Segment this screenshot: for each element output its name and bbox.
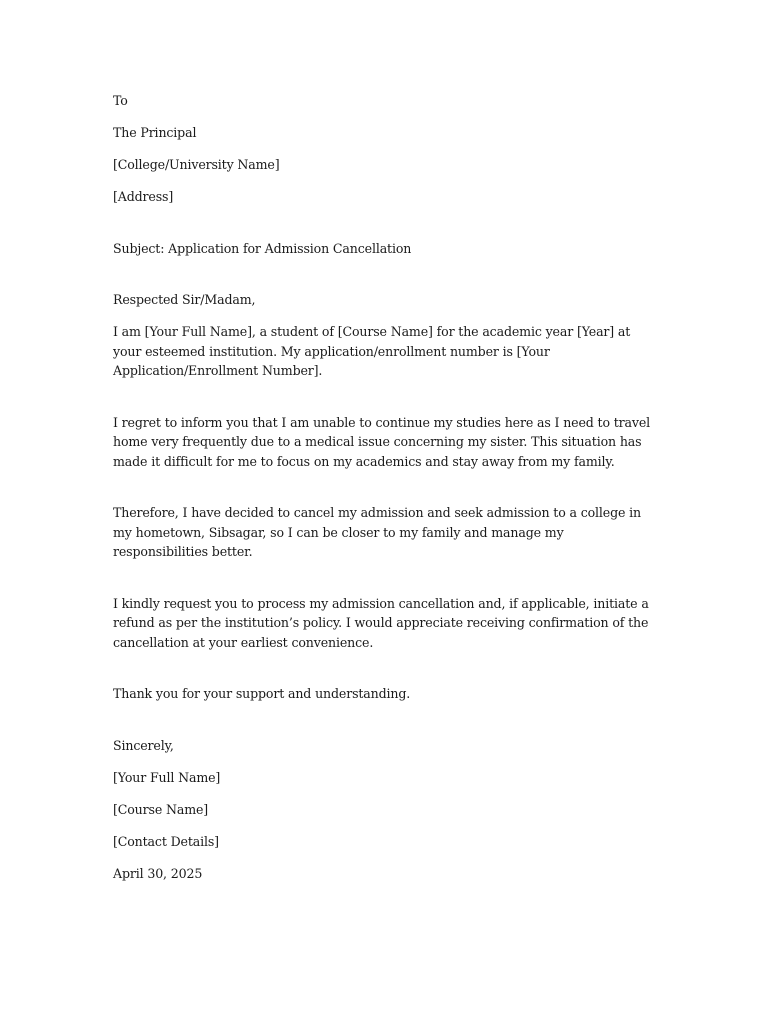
body-paragraph-2: I regret to inform you that I am unable to continue my studies here as I need to travel home very frequently due to a medical issue concerning my sister. This situation has made it difficult for me to focus on my academics and stay away from my family. <box>113 414 651 469</box>
recipient-institution: [College/University Name] <box>113 157 280 172</box>
recipient-to: To <box>113 93 128 108</box>
body-paragraph-4: I kindly request you to process my admission cancellation and, if applicable, initiate a refund as per the institution’s policy. I would appreciate receiving confirmation of the cancellation at your earliest convenience. <box>113 595 649 650</box>
closing-valediction: Sincerely, <box>113 737 174 753</box>
spacer <box>113 755 658 768</box>
spacer <box>113 562 658 594</box>
closing-course: [Course Name] <box>113 801 209 817</box>
recipient-address: [Address] <box>113 189 174 204</box>
spacer <box>113 381 658 413</box>
letter-document <box>113 91 658 883</box>
spacer <box>113 111 658 124</box>
body-paragraph-3: Therefore, I have decided to cancel my admission and seek admission to a college in my hometown, Sibsagar, so I can be closer to my family and manage my responsibilities better. <box>113 505 641 559</box>
spacer <box>113 310 658 323</box>
spacer <box>113 851 658 864</box>
spacer <box>113 652 658 684</box>
body-paragraph-5: Thank you for your support and understanding. <box>113 686 411 701</box>
closing-contact: [Contact Details] <box>113 833 219 849</box>
closing-name: [Your Full Name] <box>113 769 221 785</box>
letter-subject: Subject: Application for Admission Cancellation <box>113 240 412 256</box>
closing-date: April 30, 2025 <box>113 865 203 881</box>
spacer <box>113 258 658 290</box>
spacer <box>113 471 658 503</box>
spacer <box>113 704 658 736</box>
spacer <box>113 207 658 239</box>
body-paragraph-1: I am [Your Full Name], a student of [Course Name] for the academic year [Year] at your esteemed institution. My application/enrollment number is [Your Application/Enrollment Number]. <box>113 324 631 378</box>
spacer <box>113 787 658 800</box>
spacer <box>113 143 658 156</box>
recipient-title: The Principal <box>113 125 197 140</box>
spacer <box>113 819 658 832</box>
letter-salutation: Respected Sir/Madam, <box>113 292 256 307</box>
spacer <box>113 175 658 188</box>
